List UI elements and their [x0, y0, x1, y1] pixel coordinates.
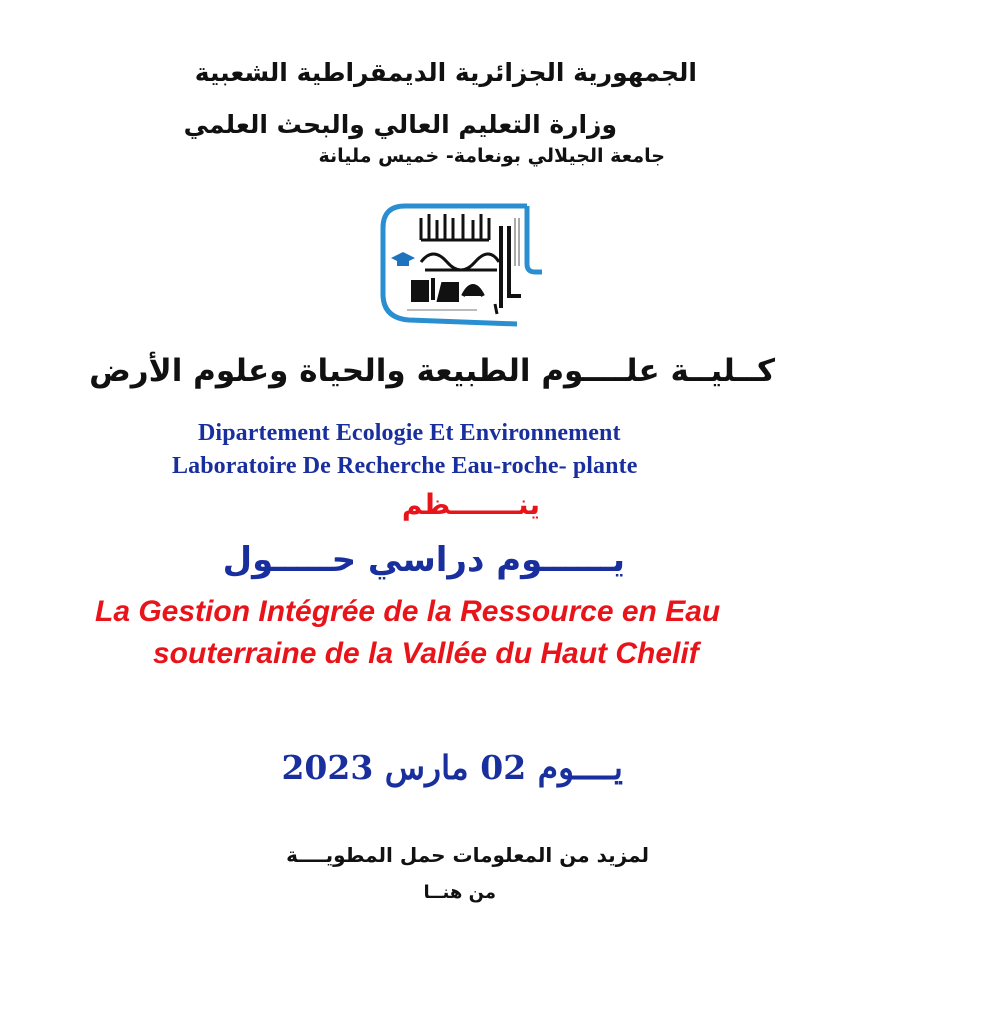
faculty-heading: كــليــة علــــوم الطبيعة والحياة وعلوم الأرض	[89, 353, 775, 389]
ministry-heading: وزارة التعليم العالي والبحث العلمي	[183, 110, 617, 139]
event-date: يــــوم 02 مارس 2023	[281, 748, 623, 787]
university-logo	[377, 196, 547, 331]
event-title-line1: La Gestion Intégrée de la Ressource en Eau	[95, 595, 721, 628]
study-day-label: يــــــوم دراسي حـــــول	[222, 540, 625, 580]
here-link[interactable]: من هنــا	[423, 882, 496, 903]
department-line: Dipartement Ecologie Et Environnement	[198, 420, 621, 446]
organizes-label: ينـــــــظم	[401, 488, 540, 521]
more-info-text: لمزيد من المعلومات حمل المطويــــة	[286, 843, 649, 867]
event-title-line2: souterraine de la Vallée du Haut Chelif	[153, 637, 699, 670]
republic-heading: الجمهورية الجزائرية الديمقراطية الشعبية	[194, 58, 697, 87]
laboratory-line: Laboratoire De Recherche Eau-roche- plante	[172, 453, 638, 479]
university-heading: جامعة الجيلالي بونعامة- خميس مليانة	[318, 145, 665, 167]
